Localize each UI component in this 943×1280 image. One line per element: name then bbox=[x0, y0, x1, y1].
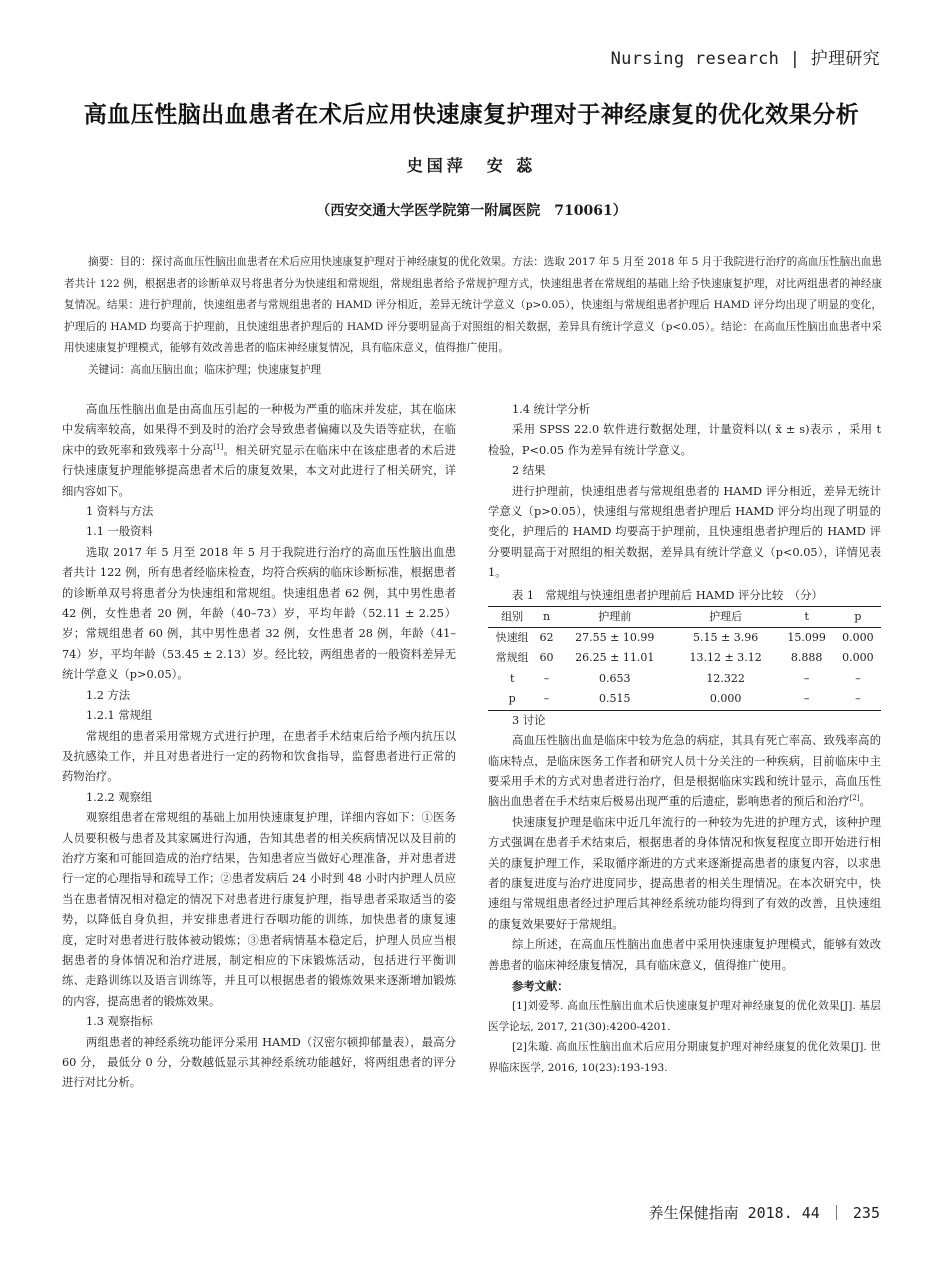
table-cell: – bbox=[543, 692, 550, 706]
references-heading: 参考文献： bbox=[512, 978, 569, 993]
table-cell: t bbox=[509, 671, 515, 685]
discussion-paragraph-3: 综上所述，在高血压性脑出血患者中采用快速康复护理模式，能够有效改善患者的临床神经康复情况，具有临床意义，值得推广使用。 bbox=[488, 938, 881, 972]
table-row bbox=[488, 648, 881, 668]
table-cell: 0.000 bbox=[709, 692, 742, 706]
table-cell: 15.099 bbox=[787, 631, 826, 645]
section-heading-3: 3 讨论 bbox=[512, 713, 546, 727]
table-cell: 0.000 bbox=[842, 651, 874, 665]
section-heading-1: 1 资料与方法 bbox=[86, 505, 154, 519]
table-cell: 0.000 bbox=[842, 631, 874, 645]
running-header: Nursing research | 护理研究 bbox=[610, 49, 880, 69]
section-heading-1-2-2: 1.2.2 观察组 bbox=[86, 790, 153, 804]
table-row bbox=[488, 669, 881, 689]
table-cell: p bbox=[508, 692, 516, 706]
table-cell: – bbox=[803, 671, 810, 685]
authors: 史国萍 安 蕊 bbox=[406, 156, 537, 175]
paragraph-1-2-2: 观察组患者在常规组的基础上加用快速康复护理，详细内容如下：①医务人员要积极与患者及其家属进行沟通，告知其患者的相关疾病情况以及目前的治疗方案和可能回造成的治疗结果，告知患者应当做好心理准备，并对患者进行一定的心理指导和疏导工作；②患者发病后 24 小时到 48 小时内护理人员应当在患者情况相对稳定的情况下对患者进行康复护理，指导患者采取适当的姿势，以降低自身负担，并安排患者进行吞咽功能的训练，加快患者的康复速度，定时对患者进行肢体被动锻炼；③患者病情基本稳定后，护理人员应当根据患者的身体情况和治疗进展，制定相应的下床锻炼活动，包括进行平衡训练、走路训练以及语言训练等，并且可以根据患者的锻炼效果来逐渐增加锻炼的内容，提高患者的锻炼效果。 bbox=[62, 811, 456, 1008]
page-footer: 养生保健指南 2018. 44 ｜ 235 bbox=[648, 1204, 880, 1222]
intro-paragraph: 高血压性脑出血是由高血压引起的一种极为严重的临床并发症，其在临床中发病率较高，如果得不到及时的治疗会导致患者偏瘫以及失语等症状，在临床中的致死率和致残率十分高[1]。相关研究显示在临床中在该症患者的术后进行快速康复护理能够提高患者术后的康复效果，本文对此进行了相关研究，详细内容如下。 bbox=[62, 403, 456, 498]
table-cell: – bbox=[855, 692, 861, 706]
table-cell: 8.888 bbox=[790, 651, 823, 665]
paragraph-2: 进行护理前，快速组患者与常规组患者的 HAMD 评分相近，差异无统计学意义（p>0.05），快速组与常规组患者护理后 HAMD 评分均出现了明显的变化，护理后的 HAMD 均要高于护理前，且快速组患者护理后的 HAMD 评分要明显高于对照组的相关数据，差异具有统计学意义（p<0.05），详情见表 1。 bbox=[488, 484, 881, 580]
left-column bbox=[62, 400, 456, 1094]
paragraph-1-3: 两组患者的神经系统功能评分采用 HAMD（汉密尔顿抑郁量表），最高分 60 分， 最低分 0 分，分数越低显示其神经系统功能越好，将两组患者的评分进行对比分析。 bbox=[62, 1035, 456, 1090]
section-heading-1-3: 1.3 观察指标 bbox=[86, 1015, 153, 1029]
table-cell: 13.12 ± 3.12 bbox=[689, 651, 762, 665]
table-cell: – bbox=[543, 671, 550, 685]
table-header-cell: 护理后 bbox=[709, 609, 743, 623]
section-heading-2: 2 结果 bbox=[512, 464, 546, 478]
table-cell: – bbox=[855, 671, 861, 685]
table-row bbox=[488, 628, 881, 649]
reference-item: [1]刘爱琴. 高血压性脑出血术后快速康复护理对神经康复的优化效果[J]. 基层医学论坛, 2017, 21(30):4200-4201. bbox=[488, 1000, 881, 1033]
table-cell: 60 bbox=[539, 651, 554, 665]
table-cell: 27.55 ± 10.99 bbox=[575, 631, 655, 645]
abstract-block bbox=[64, 252, 882, 382]
section-heading-1-2-1: 1.2.1 常规组 bbox=[86, 709, 153, 723]
table-cell: – bbox=[803, 692, 810, 706]
keywords: 关键词：高血压脑出血；临床护理；快速康复护理 bbox=[88, 363, 322, 376]
table-caption: 表 1 常规组与快速组患者护理前后 HAMD 评分比较 （分） bbox=[512, 588, 823, 602]
table-header-cell: p bbox=[854, 609, 862, 623]
article-title: 高血压性脑出血患者在术后应用快速康复护理对于神经康复的优化效果分析 bbox=[83, 101, 860, 128]
paragraph-1-4: 采用 SPSS 22.0 软件进行数据处理，计量资料以( x̄ ± s)表示 ，采用 t 检验，P<0.05 作为差异有统计学意义。 bbox=[488, 423, 881, 457]
results-table bbox=[488, 586, 881, 711]
table-cell: 快速组 bbox=[495, 631, 529, 645]
table-cell: 12.322 bbox=[706, 671, 745, 685]
table-cell: 62 bbox=[539, 631, 554, 645]
affiliation: （西安交通大学医学院第一附属医院 710061） bbox=[316, 203, 627, 219]
section-heading-1-2: 1.2 方法 bbox=[86, 688, 131, 702]
table-header-cell: 护理前 bbox=[598, 609, 632, 623]
citation-2: [2] bbox=[849, 794, 860, 803]
paragraph-1-1: 选取 2017 年 5 月至 2018 年 5 月于我院进行治疗的高血压性脑出血患者共计 122 例，所有患者经临床检查，均符合疾病的临床诊断标准，根据患者的诊断单双号将患者分为快速组和常规组。快速组患者 62 例，其中男性患者 42 例，女性患者 20 例，年龄（40–73）岁，平均年龄（52.11 ± 2.25）岁；常规组患者 60 例，其中男性患者 32 例，女性患者 28 例，年龄（41–74）岁，平均年龄（53.45 ± 2.13）岁。经比较，两组患者的一般资料差异无统计学意义（p>0.05）。 bbox=[62, 545, 456, 682]
reference-item: [2]朱璇. 高血压性脑出血术后应用分期康复护理对神经康复的优化效果[J]. 世界临床医学, 2016, 10(23):193-193. bbox=[488, 1041, 881, 1074]
citation-1: [1] bbox=[213, 443, 224, 452]
table-header-cell: 组别 bbox=[501, 609, 524, 623]
paragraph-1-2-1: 常规组的患者采用常规方式进行护理，在患者手术结束后给予颅内抗压以及抗感染工作，并且对患者进行一定的药物和饮食指导，监督患者进行正常的药物治疗。 bbox=[62, 729, 456, 784]
table-cell: 0.515 bbox=[599, 692, 631, 706]
abstract-text: 摘要：目的：探讨高血压性脑出血患者在术后应用快速康复护理对于神经康复的优化效果。方法：选取 2017 年 5 月至 2018 年 5 月于我院进行治疗的高血压性脑出血患者共计 122 例，根据患者的诊断单双号将患者分为快速组和常规组，常规组患者给予常规护理方式，快速组患者在常规组的基础上给予快速康复护理，对比两组患者的神经康复情况。结果：进行护理前，快速组患者与常规组患者的 HAMD 评分相近，差异无统计学意义（p>0.05），快速组与常规组患者护理后 HAMD 评分均出现了明显的变化，护理后的 HAMD 均要高于护理前，且快速组患者护理后的 HAMD 评分要明显高于对照组的相关数据，差异具有统计学意义（p<0.05）。结论：在高血压性脑出血患者中采用快速康复护理模式，能够有效改善患者的临床神经康复情况，具有临床意义，值得推广使用。 bbox=[64, 256, 882, 355]
table-cell: 26.25 ± 11.01 bbox=[575, 651, 655, 665]
discussion-paragraph-2: 快速康复护理是临床中近几年流行的一种较为先进的护理方式，该种护理方式强调在患者手术结束后，根据患者的身体情况和恢复程度立即开始进行相关的康复护理工作，采取循序渐进的方式来逐渐提高患者的康复内容，以求患者的康复进度与治疗进度同步，提高患者的相关生理情况。在本次研究中，快速组与常规组患者经过护理后其神经系统功能均得到了有效的改善，且快速组的康复效果要好于常规组。 bbox=[488, 815, 881, 931]
table-row bbox=[488, 689, 881, 710]
right-column bbox=[488, 400, 881, 1078]
section-heading-1-4: 1.4 统计学分析 bbox=[512, 403, 591, 416]
table-header-row bbox=[488, 606, 881, 627]
discussion-paragraph-1: 高血压性脑出血是临床中较为危急的病症，其具有死亡率高、致残率高的临床特点，是临床医务工作者和研究人员十分关注的一种疾病，目前临床中主要采用手术的方式对患者进行治疗，但是根据临床实践和统计显示，高血压性脑出血患者在手术结束后极易出现严重的后遗症，影响患者的预后和治疗[2]。 bbox=[488, 734, 881, 809]
table-cell: 0.653 bbox=[599, 671, 631, 685]
table-header-cell: t bbox=[804, 609, 809, 623]
table-cell: 常规组 bbox=[495, 651, 529, 665]
table-cell: 5.15 ± 3.96 bbox=[693, 631, 759, 645]
section-heading-1-1: 1.1 一般资料 bbox=[86, 525, 153, 539]
table-header-cell: n bbox=[543, 609, 551, 623]
